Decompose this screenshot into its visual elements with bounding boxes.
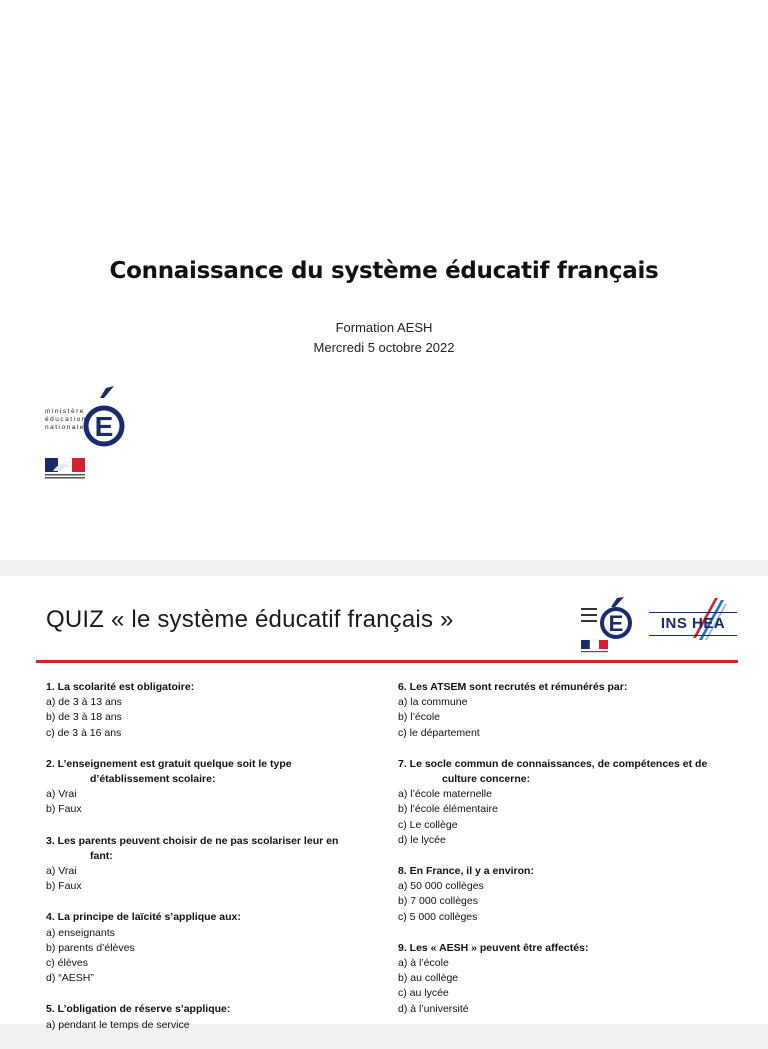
- logo-text-line: éducation: [45, 416, 87, 424]
- logo-text-line: nationale: [45, 424, 85, 432]
- answer-option: c) le département: [398, 726, 480, 739]
- answer-option: a) la commune: [398, 696, 468, 709]
- answer-option: d) à l’université: [398, 1002, 469, 1015]
- question-title-text: 8. En France, il y a environ:: [398, 865, 534, 878]
- slide-title: Connaissance du système éducatif français: [109, 258, 659, 284]
- quiz-question: [398, 680, 728, 741]
- quiz-question: [46, 910, 366, 986]
- answer-option: c) au lycée: [398, 987, 449, 1000]
- answer-option: a) pendant le temps de service: [46, 1018, 190, 1031]
- subtitle-line-2: Mercredi 5 octobre 2022: [313, 340, 455, 355]
- answer-option: b) Faux: [46, 803, 82, 816]
- question-title: [398, 941, 728, 956]
- quiz-question: [398, 757, 728, 848]
- quiz-question: [398, 941, 728, 1017]
- svg-text:E: E: [608, 611, 624, 636]
- question-title-text: 9. Les « AESH » peuvent être affectés:: [398, 941, 589, 954]
- question-title: [398, 757, 728, 787]
- republique-francaise-flag-icon: [45, 458, 85, 482]
- question-title-text: 7. Le socle commun de connaissances, de compétences et de: [398, 757, 708, 770]
- question-title-continuation: fant:: [90, 849, 113, 862]
- answer-option: d) le lycée: [398, 833, 446, 846]
- quiz-question: [398, 864, 728, 925]
- answer-option: c) de 3 à 16 ans: [46, 726, 122, 739]
- answer-option: c) élèves: [46, 957, 89, 970]
- quiz-question: [46, 834, 366, 895]
- answer-option: c) 5 000 collèges: [398, 910, 478, 923]
- question-title-text: 1. La scolarité est obligatoire:: [46, 681, 195, 693]
- question-title: [398, 864, 728, 879]
- question-title: [46, 1002, 366, 1017]
- answer-option: c) Le collège: [398, 818, 458, 831]
- answer-option: a) Vrai: [46, 865, 77, 878]
- logo-text-line: ministère: [45, 408, 85, 415]
- e-acute-emblem-icon: [84, 384, 126, 456]
- answer-option: b) 7 000 collèges: [398, 895, 478, 908]
- question-title: [46, 757, 366, 787]
- question-title-text: 3. Les parents peuvent choisir de ne pas scolariser leur en: [46, 834, 339, 847]
- question-title: [46, 910, 366, 925]
- question-title: [46, 680, 366, 695]
- question-title-continuation: d’établissement scolaire:: [90, 773, 216, 786]
- answer-option: a) à l’école: [398, 957, 449, 970]
- subtitle-line-1: Formation AESH: [335, 320, 433, 335]
- answer-option: b) l’école: [398, 711, 441, 724]
- answer-option: b) l’école élémentaire: [398, 803, 498, 816]
- quiz-question: [46, 1002, 366, 1032]
- question-title: [46, 834, 366, 864]
- answer-option: a) 50 000 collèges: [398, 880, 484, 893]
- answer-option: b) au collège: [398, 972, 459, 985]
- answer-option: b) Faux: [46, 880, 82, 893]
- question-title-text: 6. Les ATSEM sont recrutés et rémunérés par:: [398, 681, 628, 693]
- question-title-text: 2. L’enseignement est gratuit quelque soit le type: [46, 757, 292, 770]
- ins-hea-logo: [649, 594, 737, 642]
- answer-option: a) l’école maternelle: [398, 788, 492, 801]
- svg-text:E: E: [94, 411, 114, 442]
- answer-option: b) de 3 à 18 ans: [46, 711, 122, 724]
- question-title-text: 4. La principe de laïcité s’applique aux:: [46, 911, 241, 924]
- answer-option: a) de 3 à 13 ans: [46, 696, 122, 709]
- answer-option: d) “AESH”: [46, 972, 94, 985]
- answer-option: a) enseignants: [46, 926, 115, 939]
- question-title-continuation: culture concerne:: [442, 773, 531, 786]
- quiz-title: QUIZ « le système éducatif français »: [46, 606, 454, 633]
- quiz-slide: [0, 576, 768, 1031]
- quiz-question: [46, 680, 366, 741]
- question-title-text: 5. L’obligation de réserve s’applique:: [46, 1003, 231, 1016]
- quiz-question: [46, 757, 366, 818]
- answer-option: a) Vrai: [46, 788, 77, 801]
- ministry-emblem-icon: [581, 596, 637, 654]
- ins-hea-wordmark: INS HEA: [649, 612, 737, 636]
- title-underline: [36, 660, 738, 663]
- questions-right-column: [398, 680, 728, 1033]
- answer-option: b) parents d’élèves: [46, 941, 135, 954]
- question-title: [398, 680, 728, 695]
- questions-left-column: [46, 680, 366, 1049]
